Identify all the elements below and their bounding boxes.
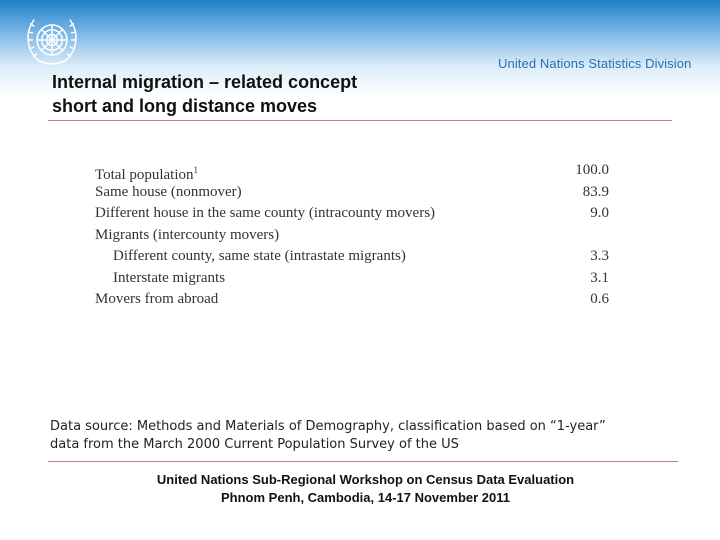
row-label: Total population$^1$: [95, 165, 199, 183]
table-row: [95, 182, 615, 204]
table-row: [95, 225, 615, 247]
row-value: 83.9: [582, 183, 609, 200]
source-line-1: Data source: Methods and Materials of Demography, classification based on “1-year”: [50, 419, 606, 434]
title-line-1: Internal migration – related concept: [52, 72, 358, 92]
division-name: United Nations Statistics Division: [498, 56, 692, 71]
row-label: Same house (nonmover): [95, 183, 242, 200]
row-label: Movers from abroad: [95, 291, 219, 307]
row-value: 3.1: [590, 269, 609, 286]
row-value: 9.0: [590, 205, 609, 221]
table-row: [95, 289, 615, 311]
row-label: Migrants (intercounty movers): [95, 226, 280, 243]
title-line-2: short and long distance moves: [52, 96, 318, 116]
migration-table: [95, 160, 615, 311]
footer-line-2: Phnom Penh, Cambodia, 14-17 November 2011: [221, 490, 510, 505]
table-row: [95, 246, 615, 268]
slide-title: [52, 70, 357, 118]
source-line-2: data from the March 2000 Current Population Survey of the US: [50, 437, 459, 452]
table-row: [95, 160, 615, 182]
row-label: Different county, same state (intrastate migrants): [113, 248, 406, 264]
data-source-note: [50, 418, 670, 454]
footer-divider: [48, 461, 678, 462]
row-value: 3.3: [590, 248, 609, 264]
title-divider: [48, 120, 672, 121]
table-row: [95, 203, 615, 225]
row-label: Interstate migrants: [113, 269, 226, 286]
row-value: 0.6: [590, 291, 609, 307]
footer: [0, 471, 720, 507]
table-row: [95, 268, 615, 290]
un-emblem-icon: [18, 6, 86, 74]
row-value: 100.0: [575, 162, 609, 178]
row-label: Different house in the same county (intracounty movers): [95, 205, 436, 221]
footnote-marker: 1: [193, 165, 199, 175]
footer-line-1: United Nations Sub-Regional Workshop on Census Data Evaluation: [156, 472, 575, 487]
